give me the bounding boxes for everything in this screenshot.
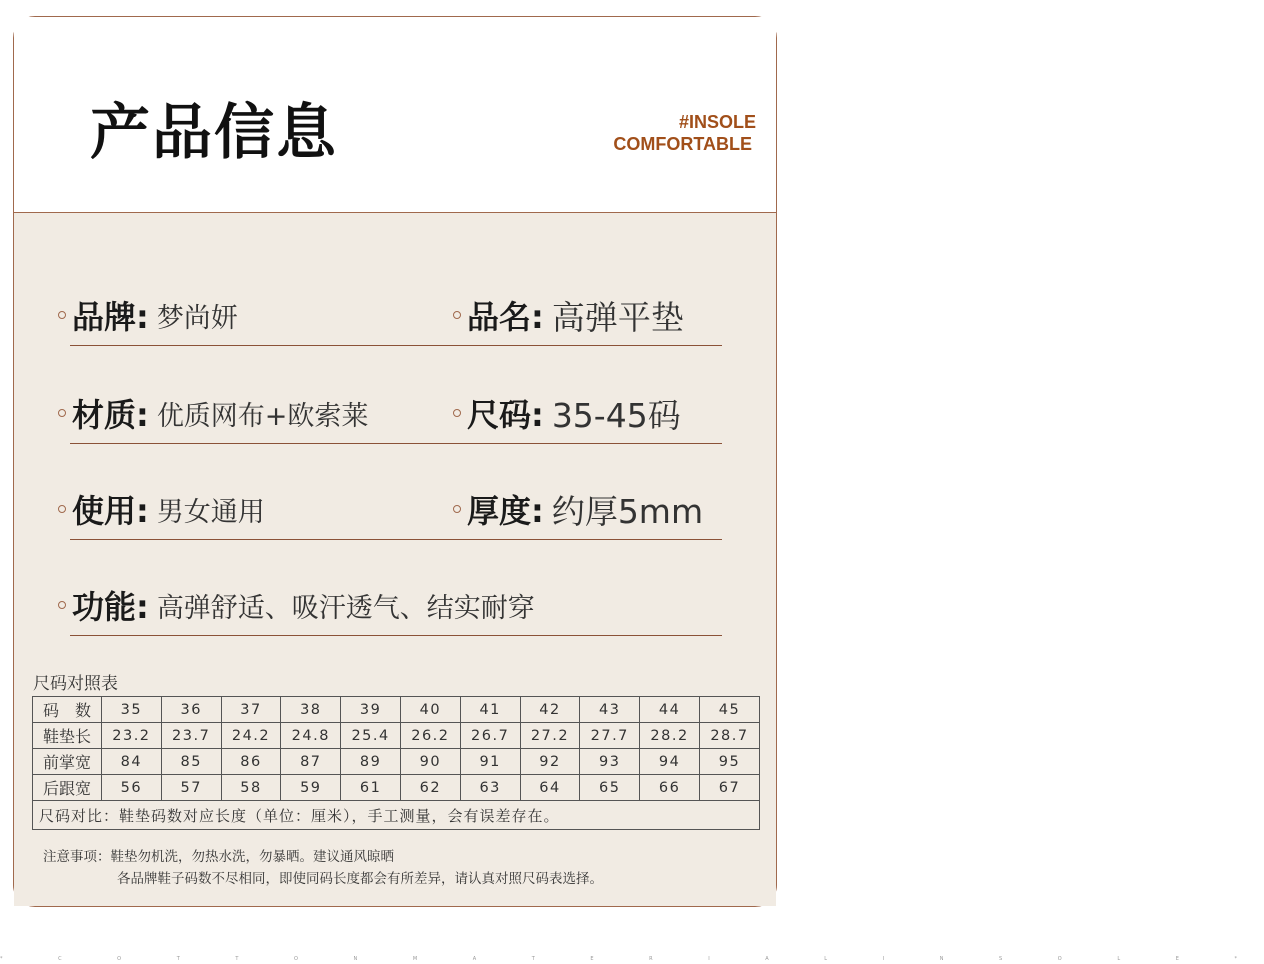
brand-item [58,285,238,345]
insole-tag [613,111,756,155]
card-body [14,213,776,906]
row-header: 鞋垫长 [33,723,102,749]
table-cell: 43 [580,697,640,723]
table-cell: 86 [221,749,281,775]
table-cell: 42 [520,697,580,723]
table-cell: 41 [460,697,520,723]
table-cell: 59 [281,775,341,801]
table-cell: 90 [400,749,460,775]
size-chart-caption: 尺码对照表 [33,674,118,694]
table-cell: 89 [341,749,401,775]
table-cell: 62 [400,775,460,801]
table-cell: 27.7 [580,723,640,749]
page-title: 产品信息 [90,98,338,168]
table-cell: 27.2 [520,723,580,749]
table-cell: 23.2 [102,723,162,749]
table-cell: 37 [221,697,281,723]
table-cell: 61 [341,775,401,801]
table-cell: 85 [161,749,221,775]
brand-label: 品牌: [72,298,149,336]
bullet-dot-icon [453,505,461,513]
tag-line-2: COMFORTABLE [613,134,752,154]
table-cell: 38 [281,697,341,723]
bullet-dot-icon [453,311,461,319]
table-cell: 26.2 [400,723,460,749]
care-notes [43,846,603,890]
table-row [33,775,760,801]
footer-decorative-text: * C O T T O N M A T E R I A L I N S O L E * [0,956,1264,962]
table-row [33,801,760,830]
table-cell: 93 [580,749,640,775]
table-cell: 36 [161,697,221,723]
table-row [33,697,760,723]
table-cell: 64 [520,775,580,801]
size-value: 35-45码 [551,395,681,435]
info-row-1 [70,285,722,346]
product-name-item [453,285,684,345]
table-cell: 84 [102,749,162,775]
material-label: 材质: [72,396,149,434]
material-item [58,383,368,443]
size-chart-table [32,696,760,830]
product-info-card [13,16,777,907]
material-value: 优质网布+欧索莱 [156,400,369,432]
table-cell: 92 [520,749,580,775]
product-name-label: 品名: [467,298,544,336]
table-cell: 35 [102,697,162,723]
info-row-2 [70,383,722,444]
table-cell: 45 [699,697,759,723]
table-cell: 39 [341,697,401,723]
table-cell: 65 [580,775,640,801]
table-cell: 95 [699,749,759,775]
table-cell: 58 [221,775,281,801]
usage-item [58,479,265,539]
info-row-4 [70,575,722,636]
bullet-dot-icon [58,311,66,319]
bullet-dot-icon [453,409,461,417]
table-cell: 66 [640,775,700,801]
table-row [33,749,760,775]
table-cell: 26.7 [460,723,520,749]
table-cell: 24.8 [281,723,341,749]
table-cell: 94 [640,749,700,775]
table-cell: 24.2 [221,723,281,749]
care-note-line-1: 注意事项：鞋垫勿机洗，勿热水洗，勿暴晒。建议通风晾晒 [43,849,394,865]
table-cell: 44 [640,697,700,723]
tag-line-1: #INSOLE [678,112,756,132]
bullet-dot-icon [58,601,66,609]
table-cell: 25.4 [341,723,401,749]
size-chart-note: 尺码对比：鞋垫码数对应长度（单位：厘米），手工测量，会有误差存在。 [33,801,760,830]
table-cell: 40 [400,697,460,723]
thickness-item [453,479,703,539]
bullet-dot-icon [58,505,66,513]
row-header: 前掌宽 [33,749,102,775]
size-item [453,383,681,443]
usage-value: 男女通用 [156,496,265,528]
table-cell: 28.2 [640,723,700,749]
function-item [58,575,535,635]
bullet-dot-icon [58,409,66,417]
table-cell: 67 [699,775,759,801]
thickness-label: 厚度: [467,492,544,530]
function-value: 高弹舒适、吸汗透气、结实耐穿 [156,592,535,624]
table-row [33,723,760,749]
brand-value: 梦尚妍 [156,302,238,334]
function-label: 功能: [72,588,149,626]
table-cell: 23.7 [161,723,221,749]
info-row-3 [70,479,722,540]
size-label: 尺码: [467,396,544,434]
table-cell: 57 [161,775,221,801]
table-cell: 56 [102,775,162,801]
product-name-value: 高弹平垫 [551,297,684,337]
table-cell: 91 [460,749,520,775]
usage-label: 使用: [72,492,149,530]
row-header: 后跟宽 [33,775,102,801]
care-note-line-2: 各品牌鞋子码数不尽相同，即使同码长度都会有所差异，请认真对照尺码表选择。 [117,871,603,887]
table-cell: 28.7 [699,723,759,749]
card-header [14,17,776,213]
table-cell: 63 [460,775,520,801]
thickness-value: 约厚5mm [551,491,704,531]
row-header: 码 数 [33,697,102,723]
table-cell: 87 [281,749,341,775]
